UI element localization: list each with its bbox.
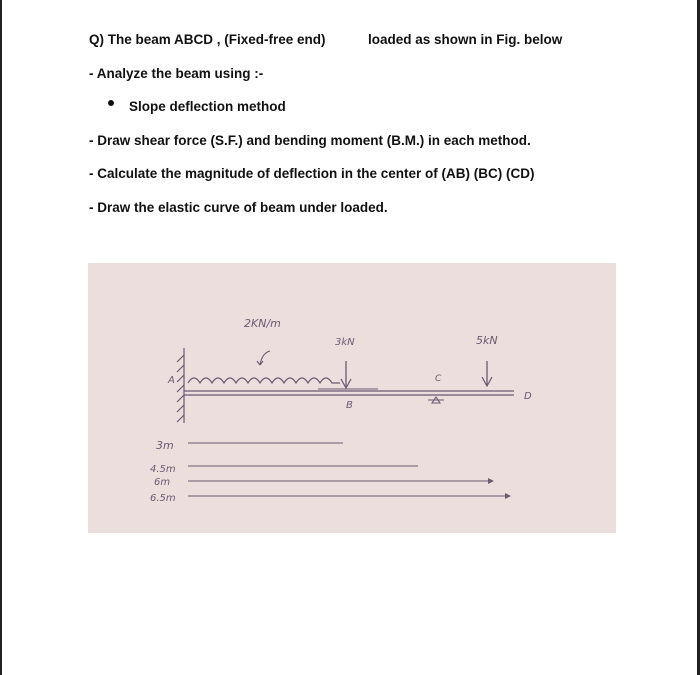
bullet-dot bbox=[108, 100, 114, 106]
dim-label-6m: 6m bbox=[154, 477, 171, 488]
task-deflection: - Calculate the magnitude of deflection in the center of (AB) (BC) (CD) bbox=[89, 166, 535, 181]
fixed-support bbox=[177, 348, 184, 423]
point-c-label: C bbox=[435, 374, 442, 384]
dimension-lines bbox=[188, 443, 510, 496]
left-border bbox=[0, 0, 2, 675]
beam bbox=[184, 391, 514, 395]
dim-label-6-5m: 6.5m bbox=[150, 493, 176, 504]
udl-label: 2KN/m bbox=[244, 317, 281, 330]
task-elastic-curve: - Draw the elastic curve of beam under loaded. bbox=[89, 200, 388, 215]
load-b-label: 3kN bbox=[335, 337, 355, 348]
beam-diagram bbox=[88, 263, 616, 533]
load-d-label: 5kN bbox=[476, 334, 498, 347]
dim-label-3m: 3m bbox=[156, 439, 174, 452]
support-c bbox=[428, 397, 444, 403]
point-d-label: D bbox=[524, 391, 532, 402]
beam-figure bbox=[88, 263, 616, 533]
point-a-label: A bbox=[168, 375, 175, 386]
method-item: Slope deflection method bbox=[129, 99, 286, 114]
question-title: Q) The beam ABCD , (Fixed-free end) bbox=[89, 32, 326, 47]
question-title-suffix: loaded as shown in Fig. below bbox=[368, 32, 563, 47]
udl-loops bbox=[188, 378, 340, 383]
analyze-line: - Analyze the beam using :- bbox=[89, 66, 264, 81]
dim-label-4-5m: 4.5m bbox=[150, 464, 176, 475]
point-b-label: B bbox=[346, 400, 353, 411]
udl-pointer bbox=[257, 351, 270, 365]
task-shear-bending: - Draw shear force (S.F.) and bending moment (B.M.) in each method. bbox=[89, 133, 531, 148]
